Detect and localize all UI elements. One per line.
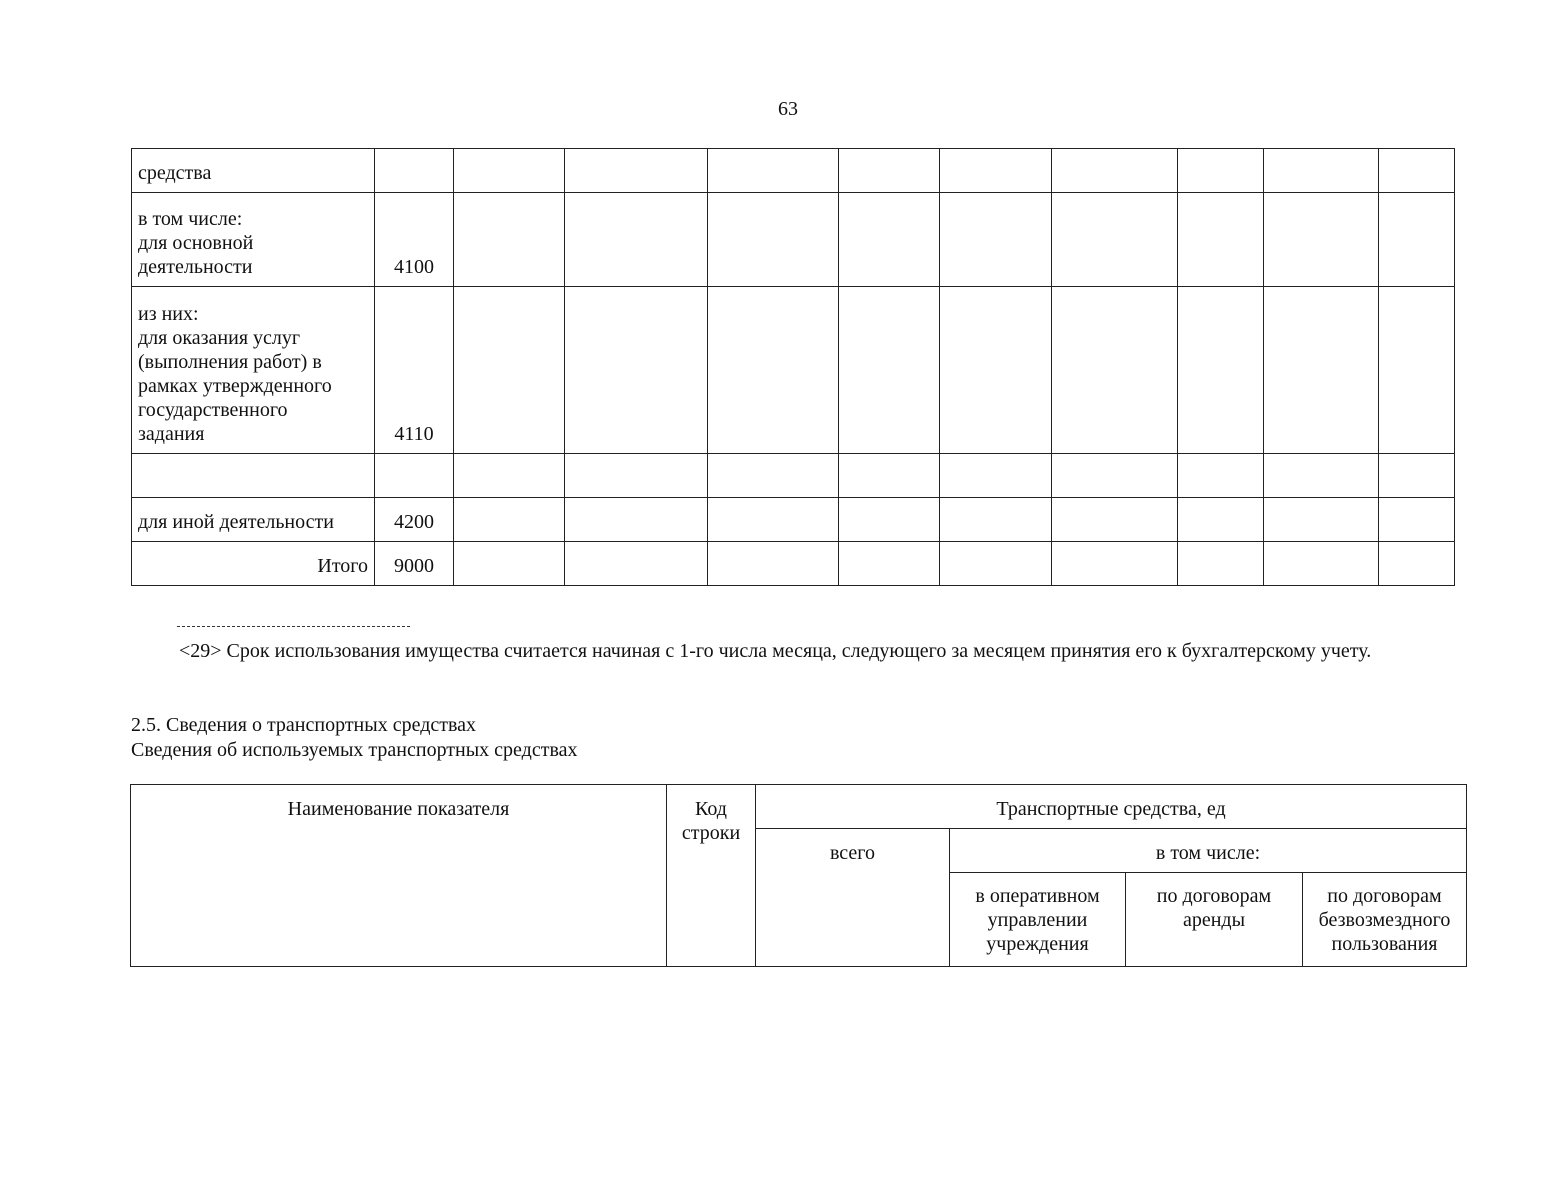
header-lease-agreements: по договорам аренды — [1126, 873, 1303, 967]
table-cell — [454, 454, 565, 498]
page-number: 63 — [778, 98, 798, 120]
table-cell — [1264, 454, 1379, 498]
section-heading: 2.5. Сведения о транспортных средствах — [131, 714, 477, 736]
row-label: средства — [132, 149, 375, 193]
table-cell — [1379, 287, 1455, 454]
table-cell — [1379, 149, 1455, 193]
header-indicator-name: Наименование показателя — [131, 785, 667, 967]
table-row — [132, 193, 1455, 287]
table-cell — [454, 542, 565, 586]
table-cell — [565, 193, 708, 287]
table-cell — [1264, 193, 1379, 287]
table-cell — [1052, 149, 1178, 193]
row-label: из них: для оказания услуг (выполнения работ) в рамках утвержденного государственного задания — [132, 287, 375, 454]
table-cell — [940, 542, 1052, 586]
table-cell — [1052, 287, 1178, 454]
table-cell — [1379, 454, 1455, 498]
row-label: для иной деятельности — [132, 498, 375, 542]
table-cell — [940, 149, 1052, 193]
table-cell — [565, 498, 708, 542]
table-cell — [454, 193, 565, 287]
section-subheading: Сведения об используемых транспортных средствах — [131, 739, 578, 761]
table-cell — [454, 498, 565, 542]
table-cell — [839, 498, 940, 542]
header-free-use-agreements: по договорам безвозмездного пользования — [1303, 873, 1467, 967]
table-row — [132, 287, 1455, 454]
table-cell — [1052, 454, 1178, 498]
table-row — [132, 498, 1455, 542]
table-row — [132, 149, 1455, 193]
table-cell — [1178, 193, 1264, 287]
table-cell — [1379, 193, 1455, 287]
table-cell — [839, 542, 940, 586]
transport-table — [130, 784, 1467, 967]
table-cell — [940, 498, 1052, 542]
table-cell — [454, 149, 565, 193]
table-row — [132, 454, 1455, 498]
table-cell — [839, 454, 940, 498]
row-code: 4100 — [375, 193, 454, 287]
row-label — [132, 454, 375, 498]
table-cell — [708, 498, 839, 542]
table-cell — [1178, 287, 1264, 454]
row-code: 4110 — [375, 287, 454, 454]
header-row-code: Код строки — [667, 785, 756, 967]
table-cell — [708, 193, 839, 287]
table-cell — [1264, 149, 1379, 193]
table-cell — [708, 542, 839, 586]
header-operational-management: в оперативном управлении учреждения — [950, 873, 1126, 967]
table-cell — [708, 149, 839, 193]
table-cell — [839, 193, 940, 287]
header-including: в том числе: — [950, 829, 1467, 873]
table-cell — [839, 287, 940, 454]
table-cell — [1052, 542, 1178, 586]
table-cell — [1379, 542, 1455, 586]
header-transport-group: Транспортные средства, ед — [756, 785, 1467, 829]
table-cell — [1178, 149, 1264, 193]
table-cell — [1264, 542, 1379, 586]
table-cell — [708, 287, 839, 454]
table-row-total — [132, 542, 1455, 586]
header-row — [131, 785, 1467, 829]
table-cell — [839, 149, 940, 193]
row-label: Итого — [132, 542, 375, 586]
table-cell — [1264, 498, 1379, 542]
table-cell — [565, 454, 708, 498]
header-total: всего — [756, 829, 950, 967]
table-cell — [565, 287, 708, 454]
table-cell — [565, 149, 708, 193]
fixed-assets-table — [131, 148, 1455, 586]
row-code — [375, 454, 454, 498]
table-cell — [1052, 193, 1178, 287]
table-cell — [1052, 498, 1178, 542]
table-cell — [565, 542, 708, 586]
table-cell — [1178, 542, 1264, 586]
row-label: в том числе: для основной деятельности — [132, 193, 375, 287]
table-cell — [940, 287, 1052, 454]
row-code — [375, 149, 454, 193]
table-cell — [940, 454, 1052, 498]
table-cell — [1178, 498, 1264, 542]
row-code: 4200 — [375, 498, 454, 542]
table-cell — [940, 193, 1052, 287]
footnote-text: <29> Срок использования имущества считается начиная с 1-го числа месяца, следующего за месяцем принятия его к бухгалтерскому учету. — [179, 640, 1372, 662]
table-cell — [1264, 287, 1379, 454]
table-cell — [1379, 498, 1455, 542]
footnote-separator — [177, 626, 410, 627]
table-cell — [1178, 454, 1264, 498]
row-code: 9000 — [375, 542, 454, 586]
table-cell — [708, 454, 839, 498]
table-cell — [454, 287, 565, 454]
